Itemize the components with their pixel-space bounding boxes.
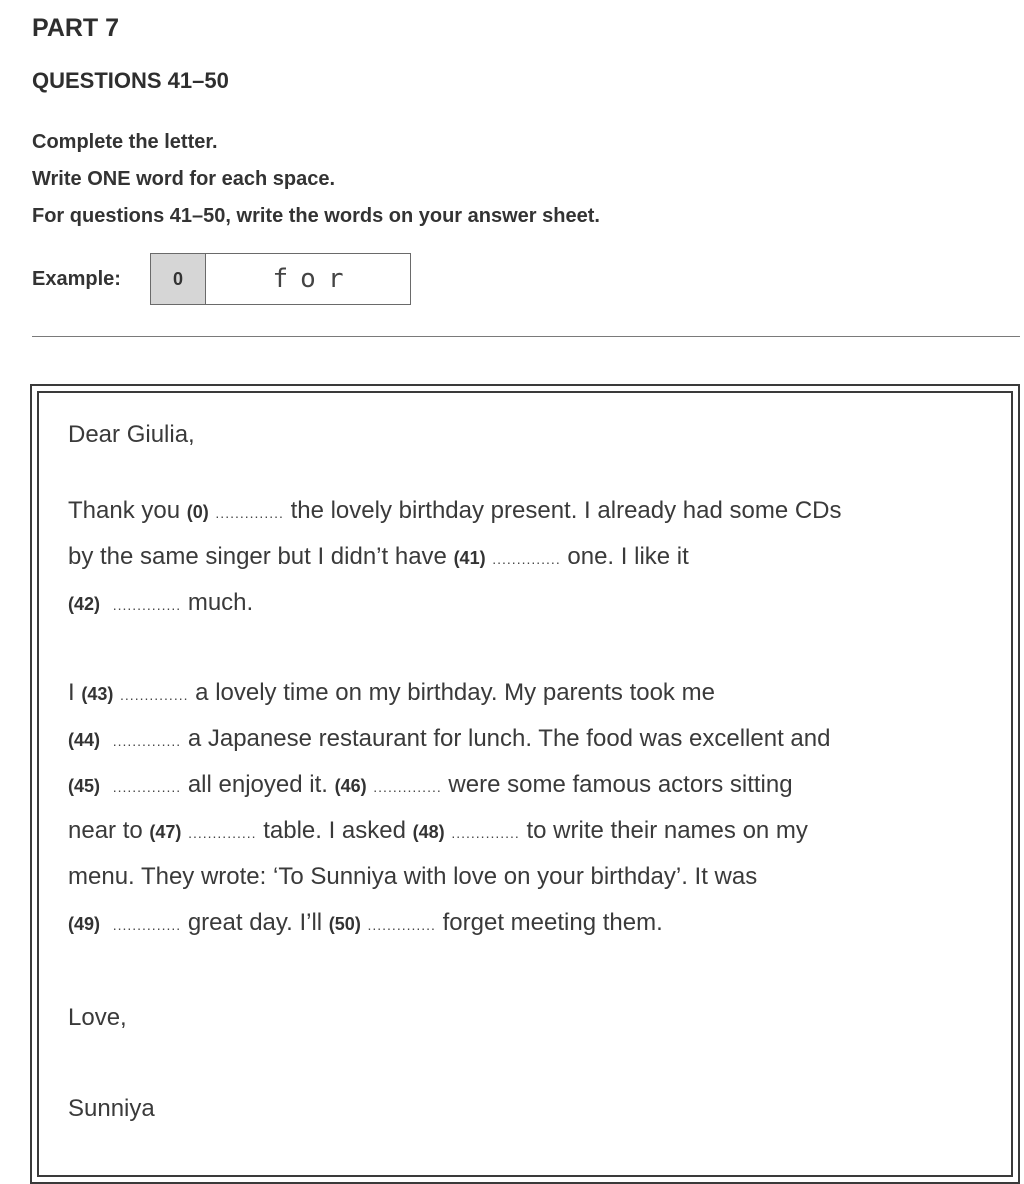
question-number: (49) (68, 914, 101, 934)
letter-line (68, 588, 253, 620)
letter-text: near to (68, 817, 143, 844)
letter-text: all enjoyed it. (187, 771, 328, 798)
instruction-answer-sheet: For questions 41–50, write the words on your answer sheet. (32, 205, 600, 227)
letter-text: Thank you (68, 497, 181, 524)
letter-line (68, 496, 842, 528)
example-answer-box (150, 253, 411, 305)
answer-blank: .............. (120, 687, 189, 703)
question-number: (48) (412, 822, 445, 842)
answer-blank: .............. (112, 733, 182, 749)
answer-blank: .............. (188, 825, 257, 841)
answer-blank: .............. (215, 505, 284, 521)
letter-text: I (68, 679, 75, 706)
answer-blank: .............. (451, 825, 520, 841)
instructions-list (32, 124, 600, 235)
letter-text: forget meeting them. (442, 909, 663, 936)
letter-text: were some famous actors sitting (448, 771, 793, 798)
letter-line (68, 770, 793, 802)
section-divider (32, 336, 1020, 337)
answer-blank: .............. (367, 917, 436, 933)
letter-text: menu. They wrote: ‘To Sunniya with love on your birthday’. It was (68, 863, 758, 890)
instruction-complete: Complete the letter. (32, 131, 218, 153)
question-number: (41) (453, 548, 486, 568)
question-number: (50) (328, 914, 361, 934)
example-row (32, 252, 411, 306)
letter-text: much. (187, 589, 254, 616)
letter-text: great day. I’ll (187, 909, 323, 936)
letter-line (68, 816, 808, 848)
letter-signature: Sunniya (68, 1095, 155, 1122)
question-number: (42) (68, 594, 101, 614)
letter-text: one. I like it (567, 543, 689, 570)
question-number: (43) (81, 684, 114, 704)
letter-greeting: Dear Giulia, (68, 421, 195, 448)
example-number: 0 (151, 254, 206, 304)
question-number: (44) (68, 730, 101, 750)
letter-line (68, 678, 715, 710)
questions-title: QUESTIONS 41–50 (32, 68, 229, 93)
question-number: (46) (334, 776, 367, 796)
answer-blank: .............. (112, 917, 182, 933)
letter-text: table. I asked (263, 817, 406, 844)
letter-closing: Love, (68, 1004, 127, 1031)
letter-text: by the same singer but I didn’t have (68, 543, 447, 570)
letter-line (68, 908, 663, 940)
answer-blank: .............. (492, 551, 561, 567)
letter-text: a lovely time on my birthday. My parents took me (195, 679, 715, 706)
answer-blank: .............. (112, 779, 182, 795)
example-label: Example: (32, 267, 121, 290)
letter-line (68, 724, 830, 756)
question-number: (47) (149, 822, 182, 842)
letter-line (68, 542, 689, 574)
letter-line (68, 862, 757, 892)
instruction-one-word: Write ONE word for each space. (32, 168, 336, 190)
part-title: PART 7 (32, 14, 120, 42)
question-number: (0) (186, 502, 209, 522)
letter-text: a Japanese restaurant for lunch. The food was excellent and (187, 725, 831, 752)
question-number: (45) (68, 776, 101, 796)
answer-blank: .............. (112, 597, 182, 613)
example-answer: for (272, 264, 356, 294)
letter-text: to write their names on my (526, 817, 808, 844)
answer-blank: .............. (373, 779, 442, 795)
letter-text: the lovely birthday present. I already had some CDs (290, 497, 842, 524)
